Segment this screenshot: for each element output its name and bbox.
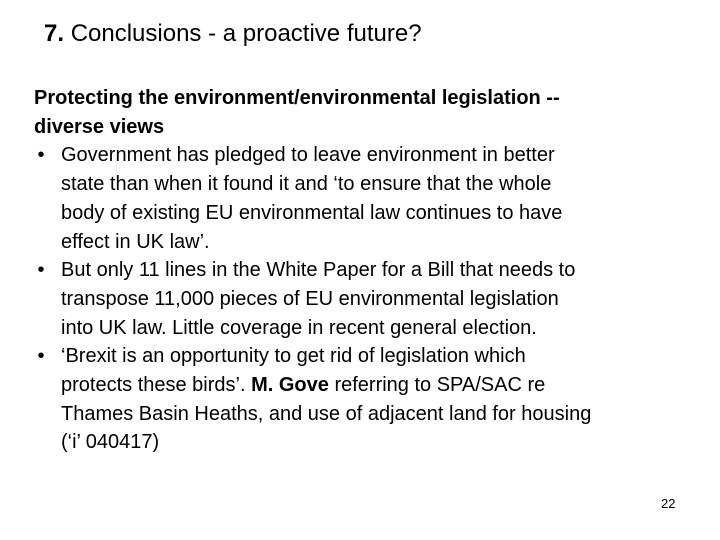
slide-body — [34, 84, 704, 457]
bullet-item-brexit-quote — [34, 342, 704, 457]
bullet-item-white-paper — [34, 256, 704, 342]
slide-title — [44, 18, 422, 50]
subheading-line: Protecting the environment/environmental legislation -- — [34, 87, 560, 109]
page-number: 22 — [661, 496, 676, 511]
section-number: 7. — [44, 20, 65, 47]
speaker-name: M. Gove — [251, 374, 329, 397]
bullet-icon: • — [37, 259, 45, 282]
quote-context: referring to SPA/SAC re — [328, 374, 546, 397]
bullet-line — [61, 371, 704, 400]
bullet-line: into UK law. Little coverage in recent general election. — [61, 316, 537, 339]
bullet-line: Government has pledged to leave environment in better — [61, 144, 555, 167]
bullet-line: (‘i’ 040417) — [61, 431, 160, 454]
bullet-icon: • — [37, 345, 45, 368]
bullet-item-government-pledge — [34, 141, 704, 256]
bullet-line: Thames Basin Heaths, and use of adjacent land for housing — [61, 402, 592, 425]
bullet-line: effect in UK law’. — [61, 230, 210, 253]
subheading-line: diverse views — [34, 115, 165, 138]
subheading — [34, 84, 704, 141]
bullet-line: transpose 11,000 pieces of EU environmental legislation — [61, 287, 559, 310]
bullet-line: state than when it found it and ‘to ensure that the whole — [61, 173, 552, 196]
bullet-line: ‘Brexit is an opportunity to get rid of legislation which — [61, 345, 526, 368]
bullet-list — [34, 141, 704, 457]
bullet-icon: • — [37, 144, 45, 167]
quote-text: protects these birds’. — [61, 374, 252, 397]
title-text: Conclusions - a proactive future? — [70, 20, 422, 47]
bullet-line: But only 11 lines in the White Paper for a Bill that needs to — [61, 259, 576, 282]
bullet-line: body of existing EU environmental law continues to have — [61, 201, 563, 224]
